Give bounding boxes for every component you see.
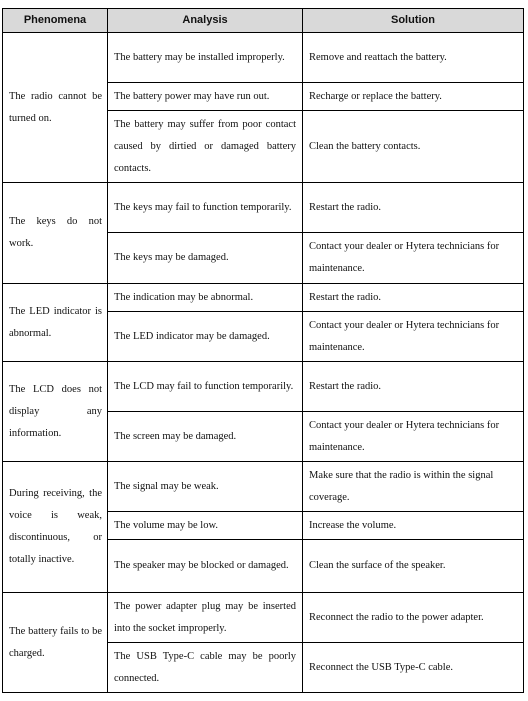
phenomenon-cell: The battery fails to be charged. <box>3 593 108 693</box>
solution-cell: Reconnect the radio to the power adapter. <box>303 593 524 643</box>
solution-cell: Clean the battery contacts. <box>303 111 524 183</box>
analysis-cell: The LCD may fail to function temporarily. <box>108 362 303 412</box>
solution-cell: Restart the radio. <box>303 183 524 233</box>
solution-cell: Contact your dealer or Hytera technicians for maintenance. <box>303 312 524 362</box>
table-row <box>3 362 524 412</box>
table-row <box>3 284 524 312</box>
solution-cell: Restart the radio. <box>303 362 524 412</box>
analysis-cell: The signal may be weak. <box>108 462 303 512</box>
analysis-cell: The battery power may have run out. <box>108 83 303 111</box>
table-row <box>3 33 524 83</box>
solution-cell: Contact your dealer or Hytera technicians for maintenance. <box>303 233 524 284</box>
solution-cell: Increase the volume. <box>303 512 524 540</box>
phenomenon-cell: The LCD does not display any information. <box>3 362 108 462</box>
table-row <box>3 183 524 233</box>
header-phenomena: Phenomena <box>3 9 108 33</box>
analysis-cell: The volume may be low. <box>108 512 303 540</box>
analysis-cell: The screen may be damaged. <box>108 412 303 462</box>
analysis-cell: The keys may fail to function temporarily. <box>108 183 303 233</box>
analysis-cell: The indication may be abnormal. <box>108 284 303 312</box>
phenomenon-cell: The LED indicator is abnormal. <box>3 284 108 362</box>
analysis-cell: The power adapter plug may be inserted into the socket improperly. <box>108 593 303 643</box>
analysis-cell: The USB Type-C cable may be poorly connected. <box>108 643 303 693</box>
solution-cell: Contact your dealer or Hytera technicians for maintenance. <box>303 412 524 462</box>
analysis-cell: The speaker may be blocked or damaged. <box>108 540 303 593</box>
phenomenon-cell: The radio cannot be turned on. <box>3 33 108 183</box>
solution-cell: Make sure that the radio is within the signal coverage. <box>303 462 524 512</box>
table-row <box>3 462 524 512</box>
phenomenon-cell: The keys do not work. <box>3 183 108 284</box>
header-solution: Solution <box>303 9 524 33</box>
analysis-cell: The battery may be installed improperly. <box>108 33 303 83</box>
solution-cell: Remove and reattach the battery. <box>303 33 524 83</box>
solution-cell: Reconnect the USB Type-C cable. <box>303 643 524 693</box>
analysis-cell: The battery may suffer from poor contact caused by dirtied or damaged battery contacts. <box>108 111 303 183</box>
header-row <box>3 9 524 33</box>
header-analysis: Analysis <box>108 9 303 33</box>
solution-cell: Clean the surface of the speaker. <box>303 540 524 593</box>
analysis-cell: The keys may be damaged. <box>108 233 303 284</box>
phenomenon-cell: During receiving, the voice is weak, discontinuous, or totally inactive. <box>3 462 108 593</box>
analysis-cell: The LED indicator may be damaged. <box>108 312 303 362</box>
solution-cell: Recharge or replace the battery. <box>303 83 524 111</box>
table-row <box>3 593 524 643</box>
solution-cell: Restart the radio. <box>303 284 524 312</box>
troubleshooting-table <box>2 8 524 693</box>
